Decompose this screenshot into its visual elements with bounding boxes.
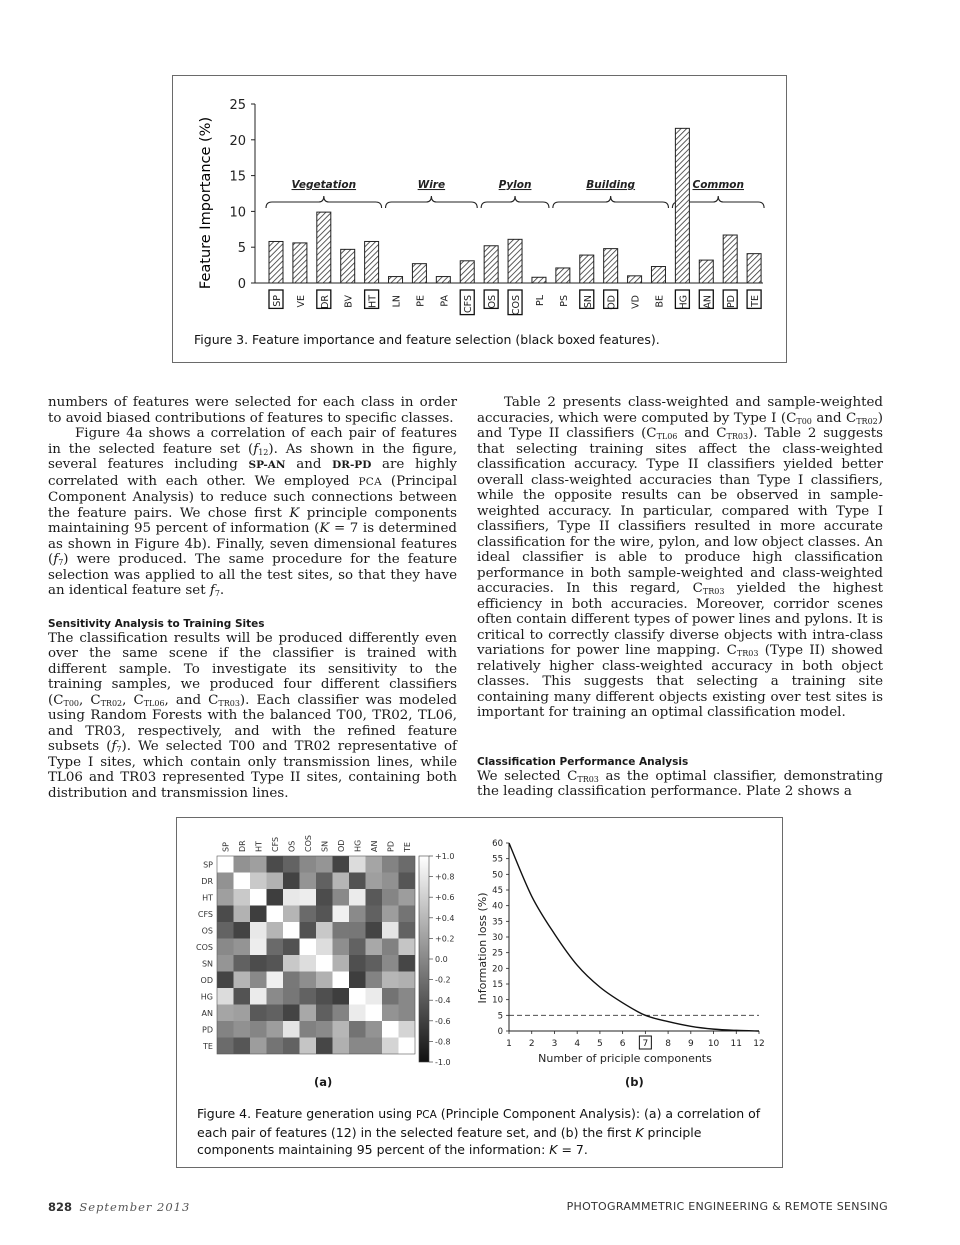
heatmap-cell bbox=[316, 1038, 333, 1055]
right-paragraph-2: We selected $C_{TR03}$ as the optimal classifier, demonstrating the leading classification performance. Plate 2 shows a bbox=[477, 768, 883, 799]
heatmap-cell bbox=[217, 988, 234, 1005]
heatmap-cell bbox=[333, 972, 350, 989]
heatmap-cell bbox=[333, 856, 350, 873]
heatmap-cell bbox=[300, 1005, 317, 1022]
info-loss-x-tick-label: 6 bbox=[619, 1039, 626, 1049]
heatmap-cell bbox=[234, 922, 251, 939]
heatmap-row-label: HT bbox=[202, 893, 213, 903]
heatmap-cell bbox=[283, 1038, 300, 1055]
figure-4-caption: Figure 4. Feature generation using PCA (Principle Component Analysis): (a) a correlation of each pair of features (12) in the selected feature set, and (b) the first K principle components maintaining 95 percent of the information: K = 7. bbox=[197, 1106, 761, 1157]
heatmap-cell bbox=[382, 856, 399, 873]
heatmap-cell bbox=[333, 988, 350, 1005]
information-loss-chart bbox=[469, 818, 779, 1078]
bar-pd bbox=[723, 235, 737, 283]
heatmap-cell bbox=[267, 939, 284, 956]
heatmap-col-label: CFS bbox=[270, 836, 280, 852]
heatmap-row-label: CFS bbox=[197, 909, 213, 919]
y-tick-label: 5 bbox=[237, 241, 246, 257]
left-paragraph-3: The classification results will be produced differently even over the same scene if the classifier is trained with different sample. To investigate its sensitivity to the training samples, we produced four different classifiers ($C_{T00}$, $C_{TR02}$, $C_{TL06}$, and $C_{TR03}$). Each classifier was modeled using Random Forests with the balanced T00, TR02, TL06, and TR03, respectively, and with the refined feature subsets $(f_7)$. We selected T00 and TR02 representative of Type I sites, which contain only transmission lines, while TL06 and TR03 represented Type II sites, containing both distribution and transmission lines. bbox=[48, 630, 457, 801]
x-tick-label: VE bbox=[295, 295, 307, 308]
heatmap-cell bbox=[250, 922, 267, 939]
heatmap-cell bbox=[217, 922, 234, 939]
heatmap-cell bbox=[366, 972, 383, 989]
heatmap-cell bbox=[349, 856, 366, 873]
bar-bv bbox=[341, 249, 355, 283]
heatmap-cell bbox=[366, 988, 383, 1005]
heatmap-cell bbox=[300, 972, 317, 989]
group-label: Wire bbox=[417, 179, 446, 191]
heatmap-cell bbox=[267, 856, 284, 873]
heatmap-cell bbox=[250, 1038, 267, 1055]
heatmap-cell bbox=[349, 889, 366, 906]
heatmap-cell bbox=[399, 1021, 416, 1038]
heatmap-cell bbox=[333, 939, 350, 956]
heatmap-cell bbox=[316, 922, 333, 939]
y-tick-label: 0 bbox=[237, 277, 246, 292]
heatmap-cell bbox=[333, 1021, 350, 1038]
heatmap-cell bbox=[300, 906, 317, 923]
page-footer-left bbox=[48, 1200, 190, 1214]
heatmap-cell bbox=[267, 988, 284, 1005]
heatmap-cell bbox=[382, 955, 399, 972]
bar-an bbox=[699, 260, 713, 283]
heatmap-cell bbox=[316, 955, 333, 972]
heatmap-row-label: SP bbox=[203, 860, 213, 870]
heatmap-cell bbox=[349, 972, 366, 989]
heatmap-cell bbox=[234, 1005, 251, 1022]
bar-dr bbox=[317, 212, 331, 283]
feature-importance-chart bbox=[173, 76, 785, 316]
info-loss-y-tick-label: 50 bbox=[492, 870, 503, 881]
x-tick-label: OD bbox=[606, 295, 618, 310]
heatmap-cell bbox=[267, 1038, 284, 1055]
heatmap-col-label: TE bbox=[402, 842, 412, 852]
left-paragraph-2: Figure 4a shows a correlation of each pair of features in the selected feature set $(f_{12})$. As shown in the figure, several features including SP-AN and DR-PD are highly correlated with each other. We employed PCA (Principal Component Analysis) to reduce such connections between the feature pairs. We chose first K principle components maintaining 95 percent of information (K = 7 is determined as shown in Figure 4b). Finally, seven dimensional features $(f_7)$ were produced. The same procedure for the feature selection was applied to all the test sites, so that they have an identical feature set $f_7$. bbox=[48, 426, 458, 598]
x-tick-label: SP bbox=[272, 295, 283, 307]
colorbar-tick-label: 0.0 bbox=[435, 955, 448, 964]
heatmap-cell bbox=[267, 906, 284, 923]
heatmap-cell bbox=[234, 1038, 251, 1055]
section-heading-classification: Classification Performance Analysis bbox=[477, 755, 689, 768]
heatmap-cell bbox=[267, 955, 284, 972]
bar-sn bbox=[580, 255, 594, 283]
x-tick-label: HG bbox=[678, 295, 690, 310]
colorbar-tick-label: -1.0 bbox=[435, 1058, 451, 1067]
colorbar-tick-label: +1.0 bbox=[435, 852, 455, 861]
heatmap-cell bbox=[283, 988, 300, 1005]
section-heading-sensitivity: Sensitivity Analysis to Training Sites bbox=[48, 617, 265, 630]
heatmap-cell bbox=[399, 906, 416, 923]
colorbar bbox=[419, 856, 429, 1062]
bar-od bbox=[604, 249, 618, 283]
heatmap-cell bbox=[283, 922, 300, 939]
heatmap-row-label: PD bbox=[202, 1025, 213, 1035]
group-brace bbox=[481, 196, 549, 208]
bar-sp bbox=[269, 241, 283, 283]
x-tick-label: LN bbox=[391, 295, 403, 308]
group-brace bbox=[553, 196, 669, 208]
info-loss-y-tick-label: 35 bbox=[492, 917, 503, 928]
info-loss-x-tick-label: 9 bbox=[687, 1039, 694, 1049]
heatmap-row-label: OD bbox=[200, 975, 213, 985]
heatmap-cell bbox=[316, 988, 333, 1005]
heatmap-cell bbox=[250, 1021, 267, 1038]
x-tick-label: PE bbox=[415, 295, 427, 307]
info-loss-y-tick-label: 40 bbox=[492, 901, 503, 912]
heatmap-cell bbox=[366, 856, 383, 873]
heatmap-cell bbox=[267, 889, 284, 906]
info-loss-y-tick-label: 10 bbox=[492, 995, 503, 1006]
heatmap-cell bbox=[349, 906, 366, 923]
info-loss-x-tick-label: 4 bbox=[574, 1039, 581, 1049]
info-loss-y-tick-label: 0 bbox=[497, 1027, 503, 1037]
heatmap-cell bbox=[349, 988, 366, 1005]
heatmap-cell bbox=[316, 1021, 333, 1038]
heatmap-cell bbox=[349, 1021, 366, 1038]
info-loss-y-tick-label: 60 bbox=[492, 839, 503, 849]
heatmap-cell bbox=[300, 922, 317, 939]
correlation-heatmap bbox=[177, 818, 467, 1078]
page-number: 828 bbox=[48, 1200, 73, 1214]
figure-4 bbox=[176, 817, 783, 1168]
heatmap-cell bbox=[382, 988, 399, 1005]
heatmap-cell bbox=[349, 939, 366, 956]
heatmap-cell bbox=[283, 972, 300, 989]
heatmap-row-label: SN bbox=[201, 959, 213, 969]
heatmap-cell bbox=[300, 1021, 317, 1038]
left-column bbox=[48, 395, 457, 801]
bar-pl bbox=[532, 277, 546, 283]
bar-be bbox=[651, 267, 665, 283]
heatmap-cell bbox=[234, 856, 251, 873]
heatmap-row-label: AN bbox=[201, 1008, 213, 1018]
heatmap-cell bbox=[283, 1021, 300, 1038]
heatmap-cell bbox=[399, 922, 416, 939]
heatmap-cell bbox=[267, 1021, 284, 1038]
x-tick-label: PD bbox=[726, 295, 738, 309]
heatmap-cell bbox=[234, 972, 251, 989]
issue-date: September 2013 bbox=[79, 1200, 191, 1214]
figure-3-caption: Figure 3. Feature importance and feature selection (black boxed features). bbox=[194, 332, 660, 347]
panel-b-label: (b) bbox=[625, 1075, 644, 1089]
x-tick-label: PS bbox=[558, 295, 570, 307]
heatmap-cell bbox=[234, 939, 251, 956]
heatmap-col-label: HT bbox=[254, 841, 264, 852]
info-loss-x-tick-label: 5 bbox=[597, 1039, 603, 1049]
heatmap-col-label: SP bbox=[221, 842, 231, 852]
bar-pe bbox=[412, 264, 426, 283]
heatmap-cell bbox=[234, 889, 251, 906]
heatmap-col-label: HG bbox=[353, 839, 363, 852]
group-label: Pylon bbox=[498, 179, 532, 191]
heatmap-col-label: OD bbox=[336, 839, 346, 852]
heatmap-cell bbox=[349, 1005, 366, 1022]
info-loss-x-tick-label: 11 bbox=[730, 1039, 742, 1049]
colorbar-tick-label: -0.6 bbox=[435, 1016, 451, 1026]
x-tick-label: AN bbox=[702, 295, 714, 309]
heatmap-cell bbox=[217, 939, 234, 956]
y-tick-label: 10 bbox=[229, 205, 246, 221]
heatmap-cell bbox=[250, 955, 267, 972]
x-tick-label: DR bbox=[319, 295, 331, 309]
heatmap-cell bbox=[333, 873, 350, 890]
heatmap-cell bbox=[366, 939, 383, 956]
heatmap-cell bbox=[382, 972, 399, 989]
heatmap-cell bbox=[267, 972, 284, 989]
heatmap-cell bbox=[316, 972, 333, 989]
heatmap-col-label: OS bbox=[287, 840, 297, 852]
heatmap-cell bbox=[234, 955, 251, 972]
heatmap-cell bbox=[217, 972, 234, 989]
heatmap-cell bbox=[234, 873, 251, 890]
bar-os bbox=[484, 246, 498, 283]
heatmap-cell bbox=[283, 873, 300, 890]
heatmap-cell bbox=[250, 889, 267, 906]
heatmap-row-label: DR bbox=[201, 876, 213, 886]
heatmap-cell bbox=[382, 939, 399, 956]
heatmap-cell bbox=[283, 889, 300, 906]
heatmap-cell bbox=[399, 889, 416, 906]
heatmap-cell bbox=[300, 873, 317, 890]
info-loss-y-tick-label: 55 bbox=[492, 854, 503, 865]
heatmap-cell bbox=[399, 873, 416, 890]
x-tick-label: TE bbox=[750, 295, 762, 307]
heatmap-cell bbox=[283, 856, 300, 873]
info-loss-x-tick-label: 7 bbox=[642, 1039, 649, 1049]
heatmap-cell bbox=[250, 988, 267, 1005]
figure-3 bbox=[172, 75, 787, 363]
bar-ln bbox=[389, 277, 403, 283]
colorbar-tick-label: -0.4 bbox=[435, 996, 451, 1006]
colorbar-tick-label: +0.2 bbox=[435, 934, 455, 944]
heatmap-cell bbox=[267, 922, 284, 939]
colorbar-tick-label: -0.8 bbox=[435, 1037, 451, 1047]
y-tick-label: 25 bbox=[229, 98, 246, 113]
heatmap-cell bbox=[399, 1038, 416, 1055]
heatmap-cell bbox=[349, 955, 366, 972]
bar-cfs bbox=[460, 261, 474, 283]
group-brace bbox=[386, 196, 478, 208]
group-label: Common bbox=[692, 179, 744, 191]
info-loss-y-tick-label: 5 bbox=[497, 1011, 503, 1022]
heatmap-col-label: DR bbox=[237, 840, 247, 852]
info-loss-y-tick-label: 15 bbox=[492, 980, 503, 990]
colorbar-tick-label: +0.4 bbox=[435, 913, 455, 923]
heatmap-col-label: PD bbox=[386, 841, 396, 852]
bar-te bbox=[747, 254, 761, 283]
heatmap-cell bbox=[300, 955, 317, 972]
heatmap-cell bbox=[250, 873, 267, 890]
heatmap-cell bbox=[217, 955, 234, 972]
heatmap-cell bbox=[300, 939, 317, 956]
heatmap-cell bbox=[382, 1005, 399, 1022]
heatmap-cell bbox=[366, 906, 383, 923]
heatmap-cell bbox=[366, 873, 383, 890]
bar-ht bbox=[365, 241, 379, 283]
heatmap-cell bbox=[349, 873, 366, 890]
information-loss-curve bbox=[509, 843, 759, 1031]
heatmap-cell bbox=[250, 906, 267, 923]
panel-a-label: (a) bbox=[314, 1075, 333, 1089]
heatmap-cell bbox=[333, 922, 350, 939]
colorbar-tick-label: +0.8 bbox=[435, 872, 455, 882]
right-paragraph-1: Table 2 presents class-weighted and sample-weighted accuracies, which were computed by Type I ($C_{T00}$ and $C_{TR02}$) and Type II classifiers ($C_{TL06}$ and $C_{TR03}$). Table 2 suggests that selecting training sites affect the class-weighted classification accuracy. Type II classifiers yielded better overall class-weighted accuracies than Type I classifiers, while the opposite results can be observed in sample-weighted accuracy. In particular, compared with Type I classifiers, Type II classifiers resulted in more accurate classification for the wire, pylon, and low object classes. An ideal classifier is able to produce high classification performance in both sample-weighted and class-weighted accuracies. In this regard, $C_{TR03}$ yielded the highest efficiency in both accuracies. Moreover, corridor scenes often contain different types of power lines and pylons. It is critical to correctly classify diverse objects with intra-class variations for power line mapping. $C_{TR03}$ (Type II) showed relatively higher class-weighted accuracy in both object classes. This suggests that selecting a training site containing many different objects existing over test sites is important for training an optimal classification model. bbox=[477, 395, 883, 720]
heatmap-cell bbox=[399, 939, 416, 956]
journal-name: PHOTOGRAMMETRIC ENGINEERING & REMOTE SENSING bbox=[566, 1200, 888, 1213]
x-tick-label: BV bbox=[343, 295, 355, 308]
heatmap-cell bbox=[217, 1021, 234, 1038]
y-axis-label: Feature Importance (%) bbox=[198, 116, 214, 290]
heatmap-cell bbox=[333, 1005, 350, 1022]
group-label: Vegetation bbox=[291, 179, 357, 191]
heatmap-cell bbox=[283, 955, 300, 972]
heatmap-cell bbox=[250, 856, 267, 873]
x-tick-label: PL bbox=[534, 295, 546, 307]
heatmap-cell bbox=[382, 1038, 399, 1055]
heatmap-cell bbox=[382, 906, 399, 923]
heatmap-row-label: TE bbox=[203, 1041, 213, 1051]
heatmap-cell bbox=[217, 1038, 234, 1055]
heatmap-cell bbox=[217, 873, 234, 890]
heatmap-cell bbox=[250, 1005, 267, 1022]
heatmap-cell bbox=[316, 1005, 333, 1022]
group-brace bbox=[266, 196, 382, 208]
heatmap-cell bbox=[267, 873, 284, 890]
heatmap-cell bbox=[217, 906, 234, 923]
x-tick-label: OS bbox=[487, 295, 499, 309]
info-loss-x-tick-label: 12 bbox=[753, 1039, 765, 1049]
bar-hg bbox=[675, 128, 689, 283]
bar-vd bbox=[628, 276, 642, 283]
heatmap-cell bbox=[366, 889, 383, 906]
heatmap-row-label: COS bbox=[196, 942, 213, 952]
info-loss-x-tick-label: 10 bbox=[707, 1039, 720, 1049]
bar-pa bbox=[436, 277, 450, 283]
info-loss-y-tick-label: 20 bbox=[492, 964, 503, 975]
y-tick-label: 20 bbox=[229, 133, 246, 149]
right-column bbox=[477, 395, 883, 800]
x-tick-label: BE bbox=[654, 295, 666, 308]
x-tick-label: CFS bbox=[463, 295, 475, 313]
heatmap-col-label: COS bbox=[303, 835, 313, 852]
left-paragraph-1: numbers of features were selected for each class in order to avoid biased contributions of features to specific classes. bbox=[48, 395, 457, 426]
group-label: Building bbox=[586, 179, 636, 191]
heatmap-cell bbox=[366, 1038, 383, 1055]
heatmap-cell bbox=[217, 889, 234, 906]
info-loss-x-tick-label: 3 bbox=[551, 1039, 558, 1049]
heatmap-cell bbox=[217, 856, 234, 873]
heatmap-cell bbox=[316, 856, 333, 873]
heatmap-cell bbox=[399, 955, 416, 972]
heatmap-cell bbox=[300, 1038, 317, 1055]
heatmap-cell bbox=[234, 988, 251, 1005]
heatmap-cell bbox=[382, 873, 399, 890]
heatmap-cell bbox=[333, 906, 350, 923]
heatmap-cell bbox=[399, 1005, 416, 1022]
x-tick-label: SN bbox=[582, 295, 594, 309]
x-tick-label: VD bbox=[630, 295, 642, 309]
heatmap-cell bbox=[283, 906, 300, 923]
heatmap-cell bbox=[300, 889, 317, 906]
heatmap-row-label: OS bbox=[201, 926, 213, 936]
heatmap-cell bbox=[267, 1005, 284, 1022]
colorbar-tick-label: +0.6 bbox=[435, 893, 455, 903]
info-loss-x-tick-label: 2 bbox=[528, 1039, 535, 1049]
bar-ps bbox=[556, 268, 570, 283]
heatmap-cell bbox=[399, 972, 416, 989]
x-tick-label: HT bbox=[367, 295, 379, 308]
heatmap-cell bbox=[217, 1005, 234, 1022]
heatmap-cell bbox=[300, 988, 317, 1005]
heatmap-cell bbox=[382, 922, 399, 939]
heatmap-cell bbox=[316, 889, 333, 906]
heatmap-col-label: SN bbox=[320, 840, 330, 852]
heatmap-cell bbox=[316, 906, 333, 923]
heatmap-cell bbox=[366, 1021, 383, 1038]
heatmap-cell bbox=[316, 939, 333, 956]
heatmap-cell bbox=[283, 1005, 300, 1022]
bar-cos bbox=[508, 239, 522, 283]
heatmap-cell bbox=[234, 1021, 251, 1038]
y-tick-label: 15 bbox=[229, 169, 246, 185]
heatmap-cell bbox=[316, 873, 333, 890]
heatmap-cell bbox=[366, 955, 383, 972]
x-tick-label: COS bbox=[511, 295, 523, 316]
heatmap-cell bbox=[300, 856, 317, 873]
info-loss-x-tick-label: 8 bbox=[665, 1039, 671, 1049]
heatmap-cell bbox=[399, 988, 416, 1005]
colorbar-tick-label: -0.2 bbox=[435, 975, 451, 985]
info-loss-y-tick-label: 25 bbox=[492, 948, 503, 959]
heatmap-cell bbox=[382, 1021, 399, 1038]
heatmap-cell bbox=[349, 922, 366, 939]
info-loss-x-tick-label: 1 bbox=[506, 1039, 512, 1049]
heatmap-cell bbox=[250, 939, 267, 956]
bar-ve bbox=[293, 243, 307, 283]
heatmap-cell bbox=[333, 1038, 350, 1055]
heatmap-cell bbox=[399, 856, 416, 873]
heatmap-col-label: AN bbox=[369, 840, 379, 852]
info-loss-y-tick-label: 30 bbox=[492, 933, 503, 943]
x-tick-label: PA bbox=[439, 295, 451, 307]
heatmap-row-label: HG bbox=[200, 992, 213, 1002]
info-loss-x-label: Number of priciple components bbox=[538, 1052, 712, 1065]
heatmap-cell bbox=[382, 889, 399, 906]
heatmap-cell bbox=[333, 955, 350, 972]
info-loss-y-tick-label: 45 bbox=[492, 886, 503, 896]
heatmap-cell bbox=[283, 939, 300, 956]
heatmap-cell bbox=[366, 1005, 383, 1022]
heatmap-cell bbox=[366, 922, 383, 939]
heatmap-cell bbox=[250, 972, 267, 989]
heatmap-cell bbox=[333, 889, 350, 906]
heatmap-cell bbox=[349, 1038, 366, 1055]
info-loss-y-label: Information loss (%) bbox=[476, 892, 489, 1004]
heatmap-cell bbox=[234, 906, 251, 923]
